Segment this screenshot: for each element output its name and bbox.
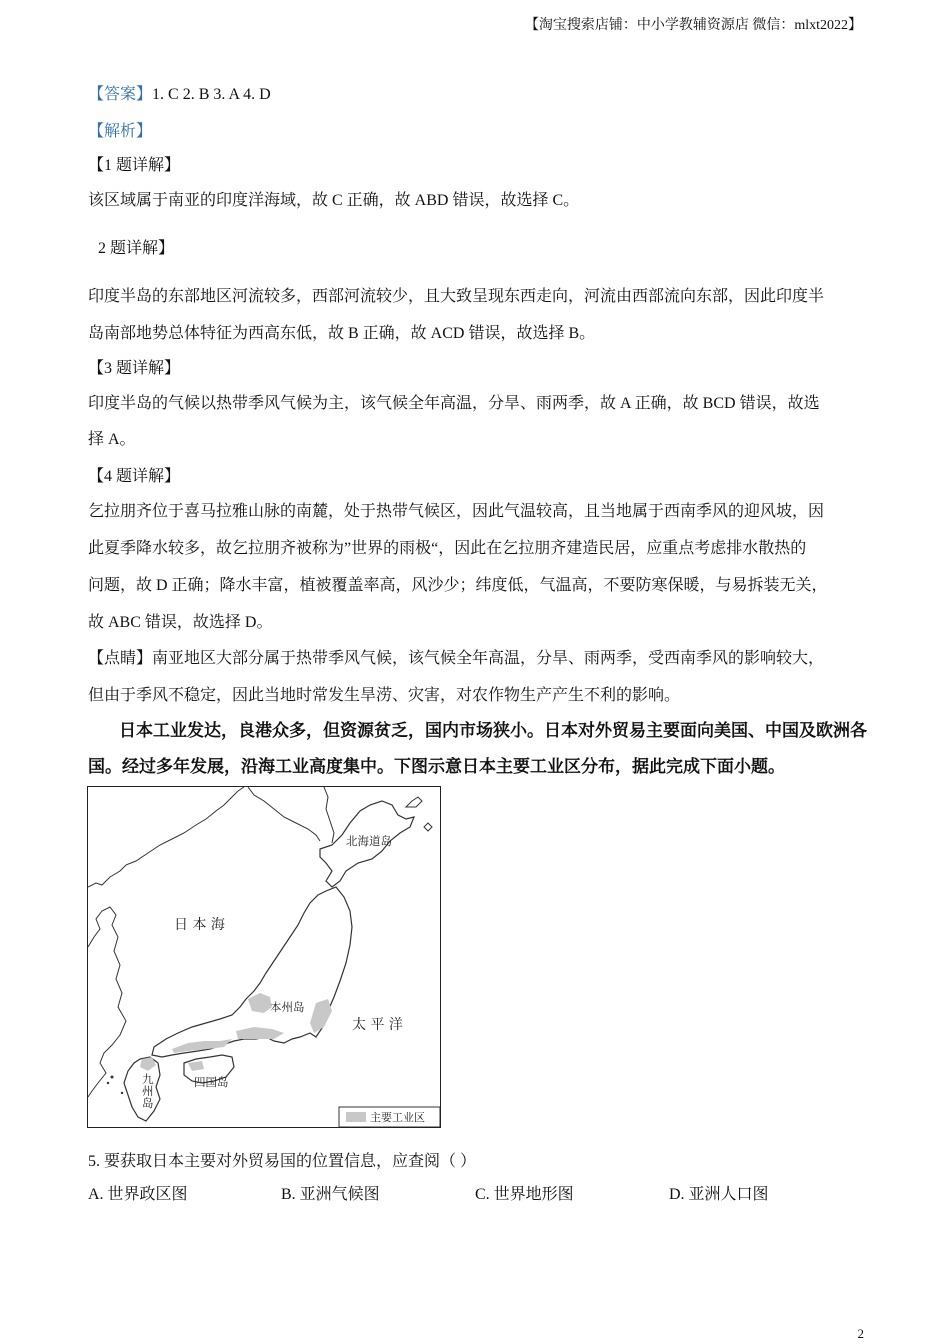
option-a[interactable]: A. 世界政区图 xyxy=(88,1186,188,1203)
korea-coast xyxy=(88,907,126,1097)
q2-heading: 2 题详解】 xyxy=(98,240,175,257)
q1-heading: 【1 题详解】 xyxy=(88,157,181,174)
label-kyushu-2: 州 xyxy=(142,1084,154,1098)
q4-line-4: 故 ABC 错误，故选择 D。 xyxy=(88,614,273,631)
q3-line-2: 择 A。 xyxy=(88,431,136,448)
q4-heading: 【4 题详解】 xyxy=(88,468,181,485)
q3-heading: 【3 题详解】 xyxy=(88,360,181,377)
tip-label: 【点睛】 xyxy=(88,650,153,667)
kuril-island-2 xyxy=(424,823,432,831)
q1-line-1: 该区域属于南亚的印度洋海域，故 C 正确，故 ABD 错误，故选择 C。 xyxy=(88,192,580,209)
label-kyushu-3: 岛 xyxy=(142,1096,154,1110)
islet-3 xyxy=(121,1092,123,1094)
islet-2 xyxy=(107,1082,109,1084)
intro-line-1: 日本工业发达，良港众多，但资源贫乏，国内市场狭小。日本对外贸易主要面向美国、中国及欧洲各 xyxy=(119,721,867,741)
analysis-label: 【解析】 xyxy=(88,123,153,140)
page-number: 2 xyxy=(857,1326,864,1341)
label-shikoku: 四国岛 xyxy=(194,1075,229,1089)
legend-swatch xyxy=(346,1112,366,1122)
q2-line-2: 岛南部地势总体特征为西高东低，故 B 正确，故 ACD 错误，故选择 B。 xyxy=(88,325,596,342)
q2-line-1: 印度半岛的东部地区河流较多，西部河流较少，且大致呈现东西走向，河流由西部流向东部，因此印度半 xyxy=(88,288,825,305)
tip-line-2: 但由于季风不稳定，因此当地时常发生旱涝、灾害，对农作物生产产生不利的影响。 xyxy=(88,687,681,704)
option-d[interactable]: D. 亚洲人口图 xyxy=(669,1186,769,1203)
label-sea-of-japan: 日 本 海 xyxy=(174,917,225,933)
label-kyushu-1: 九 xyxy=(142,1072,154,1086)
japan-industry-map xyxy=(87,786,441,1128)
intro-line-2: 国。经过多年发展，沿海工业高度集中。下图示意日本主要工业区分布，据此完成下面小题。 xyxy=(88,757,785,777)
mainland-coast xyxy=(88,787,244,887)
sakhalin-coast xyxy=(324,787,334,843)
q4-line-2: 此夏季降水较多，故乞拉朋齐被称为”世界的雨极“，因此在乞拉朋齐建造民居，应重点考虑排水散热的 xyxy=(88,540,807,557)
question5-stem: 5. 要获取日本主要对外贸易国的位置信息，应查阅（ ） xyxy=(88,1153,477,1170)
mainland-coast-east xyxy=(248,787,320,841)
map-svg xyxy=(88,787,440,1127)
label-pacific: 太 平 洋 xyxy=(352,1017,403,1033)
islet-1 xyxy=(111,1076,114,1079)
label-hokkaido: 北海道岛 xyxy=(346,834,392,848)
page-header: 【淘宝搜索店铺：中小学教辅资源店 微信：mlxt2022】 xyxy=(524,18,862,33)
q4-line-3: 问题，故 D 正确；降水丰富，植被覆盖率高，风沙少；纬度低，气温高，不要防寒保暖，与易拆装无关， xyxy=(88,577,828,594)
answer-text: 1. C 2. B 3. A 4. D xyxy=(152,86,271,103)
kuril-island xyxy=(406,797,422,807)
q4-line-1: 乞拉朋齐位于喜马拉雅山脉的南麓，处于热带气候区，因此气温较高，且当地属于西南季风的迎风坡，因 xyxy=(88,503,825,520)
option-c[interactable]: C. 世界地形图 xyxy=(475,1186,574,1203)
tip-line-1 xyxy=(88,645,824,668)
tip-text-1: 南亚地区大部分属于热带季风气候，该气候全年高温，分旱、雨两季，受西南季风的影响较大， xyxy=(152,650,825,667)
option-b[interactable]: B. 亚洲气候图 xyxy=(281,1186,380,1203)
answer-label: 【答案】 xyxy=(88,86,153,103)
legend-label: 主要工业区 xyxy=(370,1111,425,1124)
answer-line xyxy=(88,81,271,104)
label-honshu: 本州岛 xyxy=(270,1000,305,1014)
q3-line-1: 印度半岛的气候以热带季风气候为主，该气候全年高温，分旱、雨两季，故 A 正确，故 BCD 错误，故选 xyxy=(88,395,820,412)
